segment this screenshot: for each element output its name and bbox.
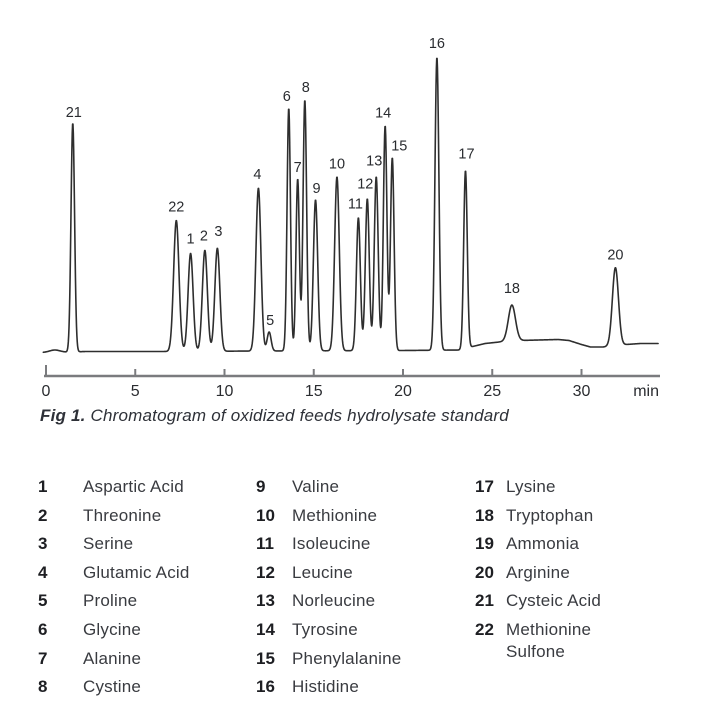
legend-item-12 — [256, 562, 466, 584]
legend-item-number: 14 — [256, 619, 275, 639]
legend-item-number: 5 — [38, 591, 48, 611]
legend-item-18 — [475, 505, 695, 527]
x-axis-tick-label-5: 5 — [130, 383, 140, 400]
legend-item-name: Cysteic Acid — [506, 591, 601, 611]
peak-label-3: 3 — [214, 224, 223, 241]
peak-label-17: 17 — [458, 146, 475, 163]
legend-item-number: 18 — [475, 505, 494, 525]
legend-column-3 — [475, 476, 695, 670]
x-axis-tick-label-10: 10 — [215, 383, 234, 400]
legend-item-name: Isoleucine — [292, 534, 371, 554]
legend-item-number: 16 — [256, 677, 275, 697]
peak-label-7: 7 — [293, 159, 302, 176]
legend-item-name: Serine — [83, 534, 134, 554]
peak-label-10: 10 — [328, 156, 346, 173]
peak-label-6: 6 — [282, 88, 291, 105]
legend-item-6 — [38, 619, 248, 641]
legend-item-number: 21 — [475, 591, 494, 611]
legend-item-number: 20 — [475, 562, 494, 582]
legend-item-name: Ammonia — [506, 534, 580, 554]
peak-label-14: 14 — [375, 105, 392, 122]
legend-item-21 — [475, 590, 695, 612]
legend-item-number: 2 — [38, 505, 48, 525]
peak-label-13: 13 — [366, 153, 383, 170]
legend-item-number: 9 — [256, 477, 266, 496]
peak-label-21: 21 — [65, 104, 82, 121]
legend-item-name: Methionine Sulfone — [506, 619, 592, 661]
peak-label-1: 1 — [186, 231, 195, 248]
x-axis — [42, 365, 660, 400]
x-axis-tick-label-25: 25 — [483, 383, 502, 400]
legend-item-name: Tyrosine — [292, 619, 358, 639]
legend-item-9 — [256, 476, 466, 498]
legend-item-11 — [256, 533, 466, 555]
legend-column-1 — [38, 476, 248, 705]
legend-item-number: 12 — [256, 562, 275, 582]
figure-caption-label: Fig 1. — [40, 406, 86, 425]
peak-label-18: 18 — [503, 281, 520, 298]
legend-item-4 — [38, 562, 248, 584]
peak-label-5: 5 — [266, 312, 275, 329]
legend-item-number: 1 — [38, 477, 48, 496]
legend-item-number: 7 — [38, 648, 48, 668]
legend-item-number: 10 — [256, 505, 275, 525]
x-axis-tick-label-30: 30 — [572, 383, 591, 400]
x-axis-tick-label-20: 20 — [394, 383, 412, 400]
legend-item-name: Tryptophan — [506, 505, 594, 525]
peak-label-12: 12 — [357, 176, 374, 193]
legend-item-name: Threonine — [83, 505, 162, 525]
peak-label-20: 20 — [607, 247, 624, 264]
legend-item-7 — [38, 648, 248, 670]
legend-item-17 — [475, 476, 695, 498]
legend-item-number: 22 — [475, 619, 494, 639]
legend-item-name: Glycine — [83, 619, 142, 639]
legend-item-1 — [38, 476, 248, 498]
peak-label-11: 11 — [347, 196, 363, 213]
peak-label-2: 2 — [199, 228, 208, 245]
legend-item-name: Cystine — [83, 677, 142, 697]
figure-caption — [40, 406, 680, 426]
legend-item-8 — [38, 676, 248, 698]
legend-item-number: 17 — [475, 477, 494, 496]
x-axis-unit-label: min — [633, 383, 659, 400]
peak-label-8: 8 — [301, 79, 310, 96]
legend-item-name: Norleucine — [292, 591, 376, 611]
legend-item-name: Histidine — [292, 677, 359, 697]
legend-item-22 — [475, 619, 695, 663]
legend-item-name: Alanine — [83, 648, 142, 668]
x-axis-tick-label-0: 0 — [41, 383, 51, 400]
legend-item-name: Lysine — [506, 477, 556, 496]
legend-item-number: 4 — [38, 562, 48, 582]
legend-item-name: Leucine — [292, 562, 353, 582]
legend-item-number: 8 — [38, 677, 48, 697]
legend-item-name: Valine — [292, 477, 340, 496]
legend-item-number: 13 — [256, 591, 275, 611]
legend-item-name: Phenylalanine — [292, 648, 402, 668]
legend-item-name: Proline — [83, 591, 138, 611]
peak-label-15: 15 — [391, 138, 408, 155]
peak-label-9: 9 — [312, 180, 321, 197]
legend-item-number: 6 — [38, 619, 48, 639]
legend-item-3 — [38, 533, 248, 555]
legend-item-name: Methionine — [292, 505, 378, 525]
legend-item-number: 3 — [38, 534, 48, 554]
peak-label-16: 16 — [428, 36, 445, 53]
legend-item-name: Aspartic Acid — [83, 477, 184, 496]
legend-item-number: 15 — [256, 648, 275, 668]
legend-item-15 — [256, 648, 466, 670]
legend-item-19 — [475, 533, 695, 555]
legend-item-number: 11 — [256, 534, 274, 554]
peak-label-4: 4 — [253, 167, 262, 184]
legend-item-20 — [475, 562, 695, 584]
legend-item-16 — [256, 676, 466, 698]
x-axis-tick-label-15: 15 — [304, 383, 323, 400]
legend-item-2 — [38, 505, 248, 527]
peak-label-22: 22 — [168, 199, 185, 216]
legend-item-14 — [256, 619, 466, 641]
legend-item-number: 19 — [475, 534, 494, 554]
figure-caption-text: Chromatogram of oxidized feeds hydrolysate standard — [85, 406, 509, 425]
legend-item-10 — [256, 505, 466, 527]
legend-item-name: Glutamic Acid — [83, 562, 190, 582]
legend-item-5 — [38, 590, 248, 612]
legend-item-name: Arginine — [506, 562, 570, 582]
legend-column-2 — [256, 476, 466, 705]
legend-item-13 — [256, 590, 466, 612]
